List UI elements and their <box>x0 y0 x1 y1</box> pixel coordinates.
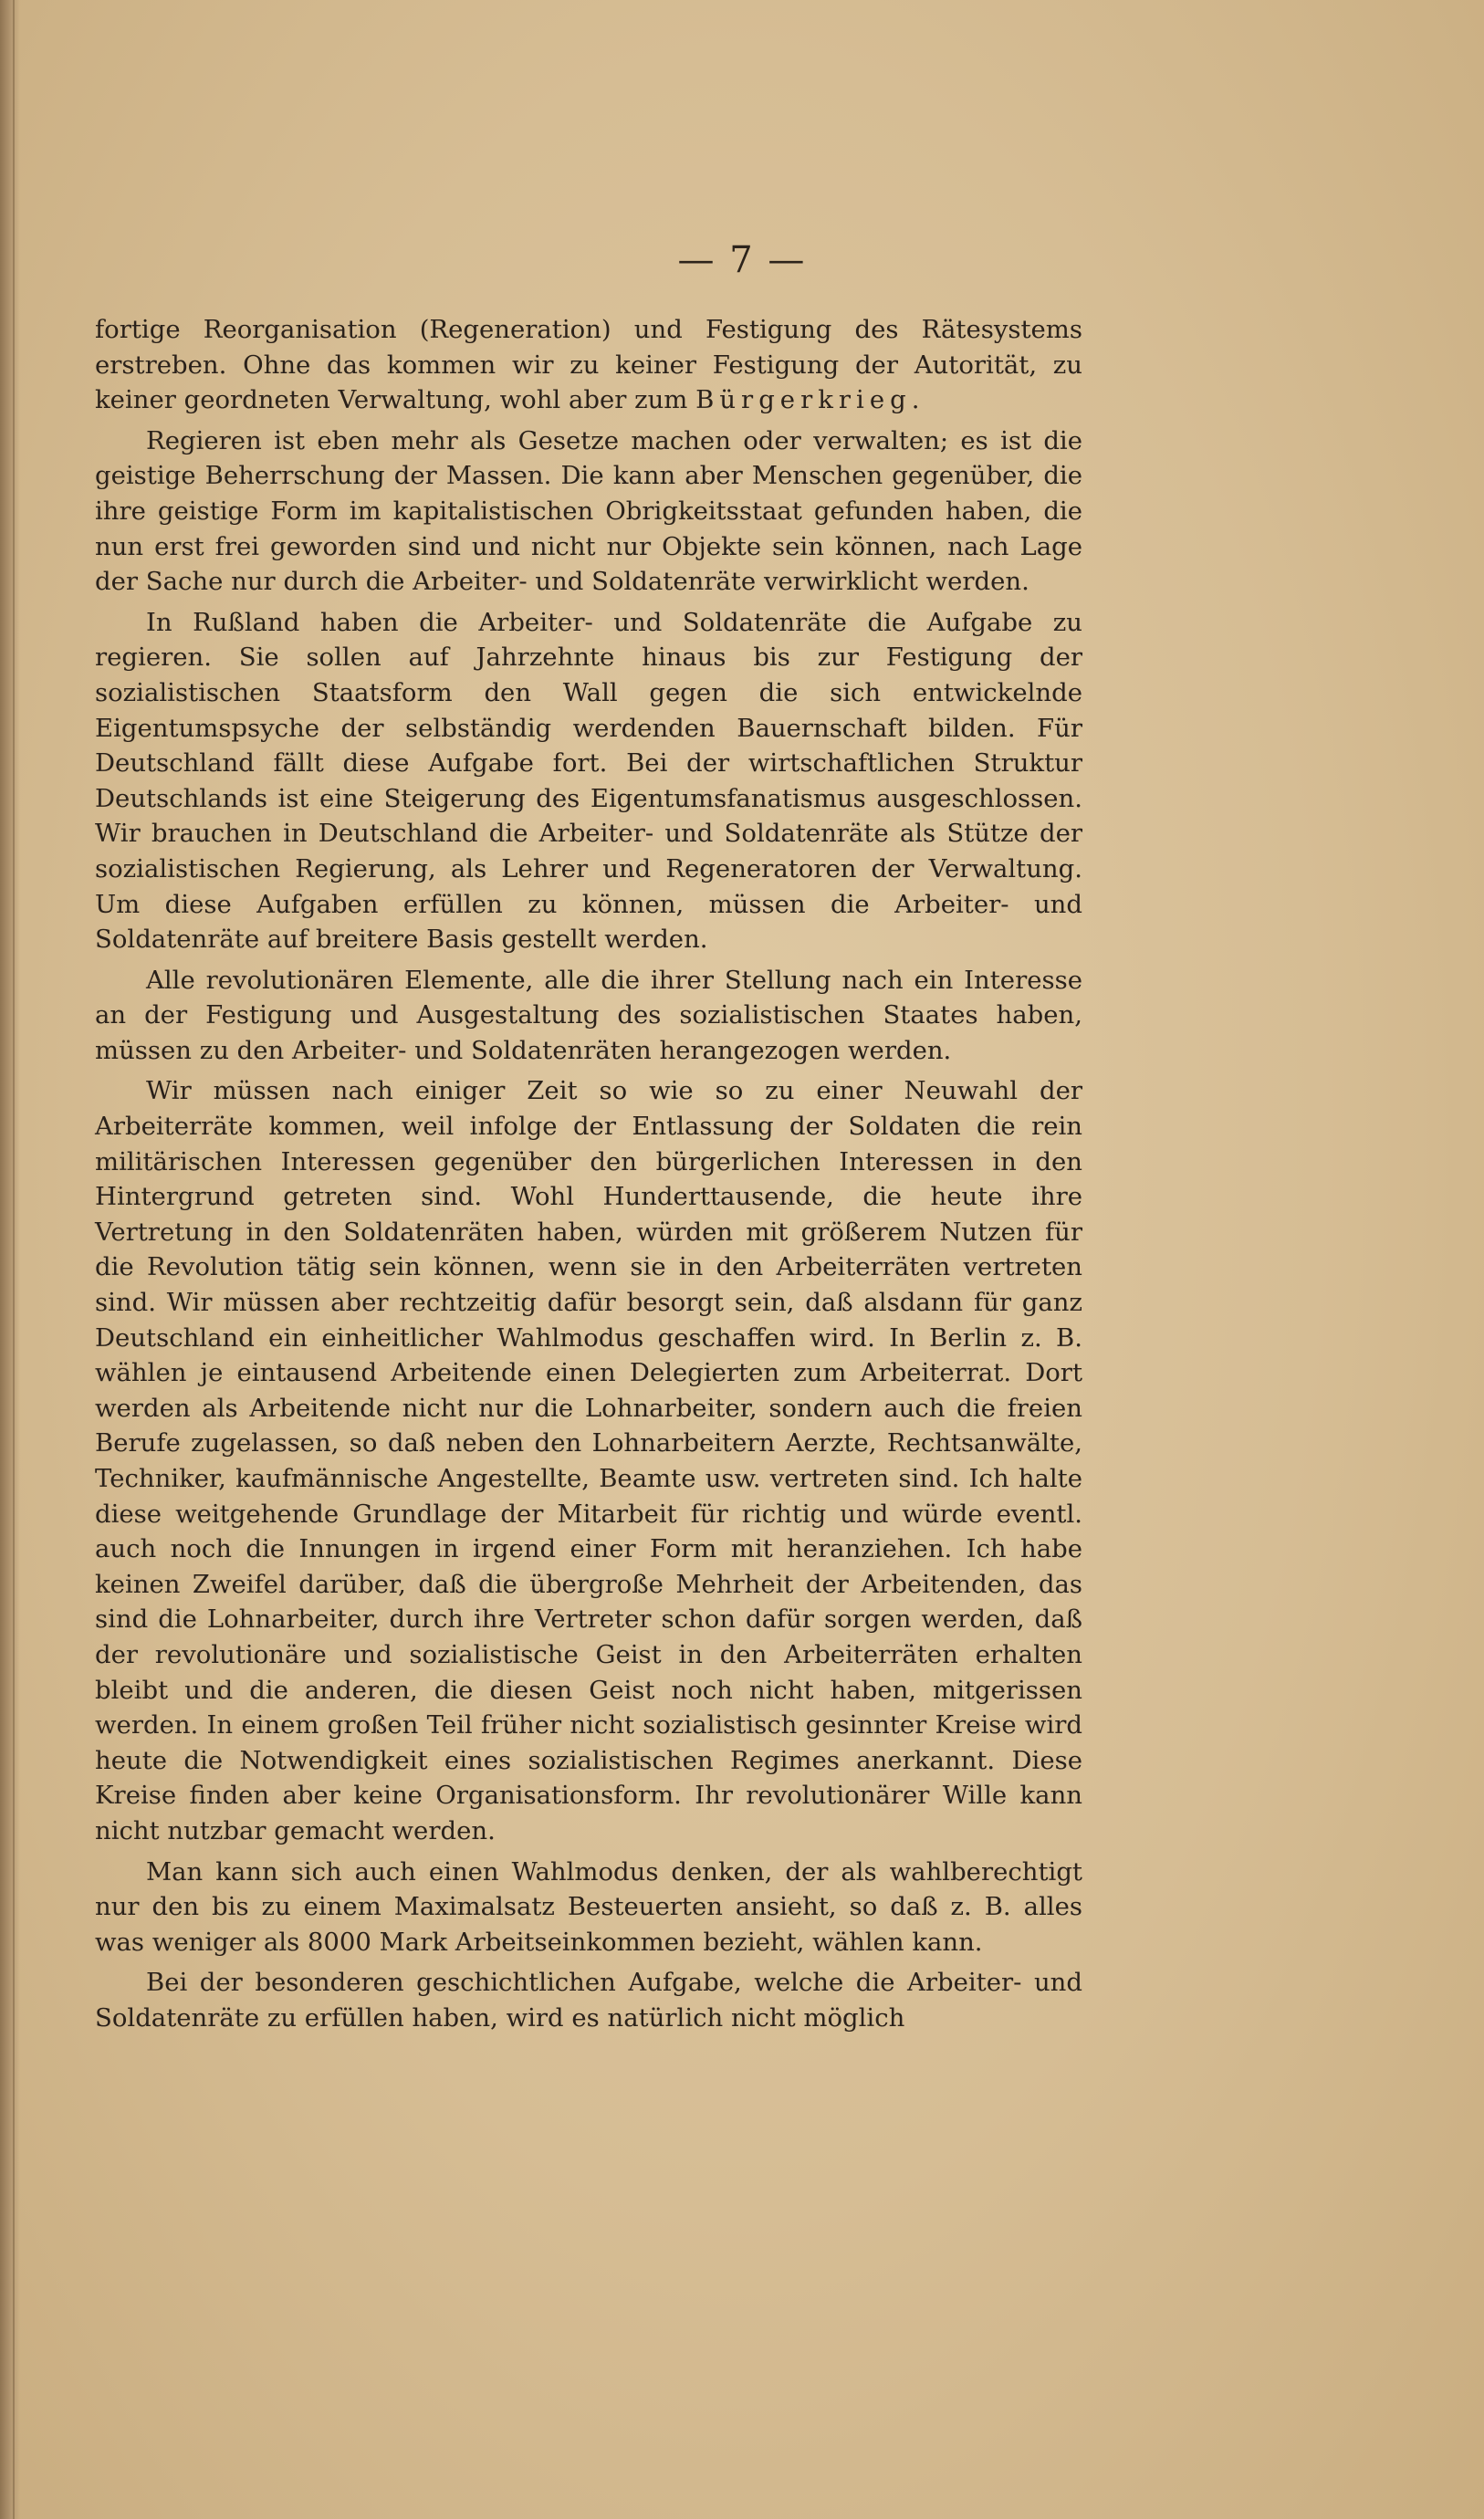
paragraph-6: Man kann sich auch einen Wahlmodus denken, der als wahlberechtigt nur den bis zu einem Maximalsatz Besteuerten ansieht, so daß z. B. alles was weniger als 8000 Mark Arbeitseinkommen bezieht, wählen kann. <box>95 1856 1082 1957</box>
paragraph-3: In Rußland haben die Arbeiter- und Soldatenräte die Aufgabe zu regieren. Sie sollen auf Jahrzehnte hinaus bis zur Festigung der sozialistischen Staatsform den Wall gegen die sich entwickelnde Eigentumspsyche der selbständig werdenden Bauernschaft bilden. Für Deutschland fällt diese Aufgabe fort. Bei der wirtschaftlichen Struktur Deutschlands ist eine Steigerung des Eigentumsfanatismus ausgeschlossen. Wir brauchen in Deutschland die Arbeiter- und Soldatenräte als Stütze der sozialistischen Regierung, als Lehrer und Regeneratoren der Verwaltung. Um diese Aufgaben erfüllen zu können, müssen die Arbeiter- und Soldatenräte auf breitere Basis gestellt werden. <box>95 607 1082 955</box>
page-spine-shadow <box>0 0 20 2519</box>
paragraph-1 <box>95 312 1082 418</box>
paragraph-1-text: fortige Reorganisation (Regeneration) und Festigung des Rätesystems erstreben. Ohne das kommen wir zu keiner Festigung der Autorität, zu keiner geordneten Verwaltung, wohl aber zum <box>95 315 1082 415</box>
binding-edge-line <box>13 0 15 2519</box>
paragraph-5: Wir müssen nach einiger Zeit so wie so zu einer Neuwahl der Arbeiterräte kommen, weil infolge der Entlassung der Soldaten die rein militärischen Interessen gegenüber den bürgerlichen Interessen in den Hintergrund getreten sind. Wohl Hunderttausende, die heute ihre Vertretung in den Soldatenräten haben, würden mit größerem Nutzen für die Revolution tätig sein können, wenn sie in den Arbeiterräten vertreten sind. Wir müssen aber rechtzeitig dafür besorgt sein, daß alsdann für ganz Deutschland ein einheitlicher Wahlmodus geschaffen wird. In Berlin z. B. wählen je eintausend Arbeitende einen Delegierten zum Arbeiterrat. Dort werden als Arbeitende nicht nur die Lohnarbeiter, sondern auch die freien Berufe zugelassen, so daß neben den Lohnarbeitern Aerzte, Rechtsanwälte, Techniker, kaufmännische Angestellte, Beamte usw. vertreten sind. Ich halte diese weitgehende Grundlage der Mitarbeit für richtig und würde eventl. auch noch die Innungen in irgend einer Form mit heranziehen. Ich habe keinen Zweifel darüber, daß die übergroße Mehrheit der Arbeitenden, das sind die Lohnarbeiter, durch ihre Vertreter schon dafür sorgen werden, daß der revolutionäre und sozialistische Geist in den Arbeiterräten erhalten bleibt und die anderen, die diesen Geist noch nicht haben, mitgerissen werden. In einem großen Teil früher nicht sozialistisch gesinnter Kreise wird heute die Notwendigkeit eines sozialistischen Regimes anerkannt. Diese Kreise finden aber keine Organisationsform. Ihr revolutionärer Wille kann nicht nutzbar gemacht werden. <box>95 1076 1082 1845</box>
page-number: — 7 — <box>677 239 807 281</box>
paragraph-2: Regieren ist eben mehr als Gesetze machen oder verwalten; es ist die geistige Beherrschung der Massen. Die kann aber Menschen gegenüber, die ihre geistige Form im kapitalistischen Obrigkeitsstaat gefunden haben, die nun erst frei geworden sind und nicht nur Objekte sein können, nach Lage der Sache nur durch die Arbeiter- und Soldatenräte verwirklicht werden. <box>95 425 1082 597</box>
paragraph-4: Alle revolutionären Elemente, alle die ihrer Stellung nach ein Interesse an der Festigung und Ausgestaltung des sozialistischen Staates haben, müssen zu den Arbeiter- und Soldatenräten herangezogen werden. <box>95 965 1082 1065</box>
paragraph-1-spaced-word: Bürgerkrieg. <box>695 385 925 415</box>
paragraph-7: Bei der besonderen geschichtlichen Aufgabe, welche die Arbeiter- und Soldatenräte zu erfüllen haben, wird es natürlich nicht möglich <box>95 1968 1082 2033</box>
body-text <box>95 312 1082 2042</box>
